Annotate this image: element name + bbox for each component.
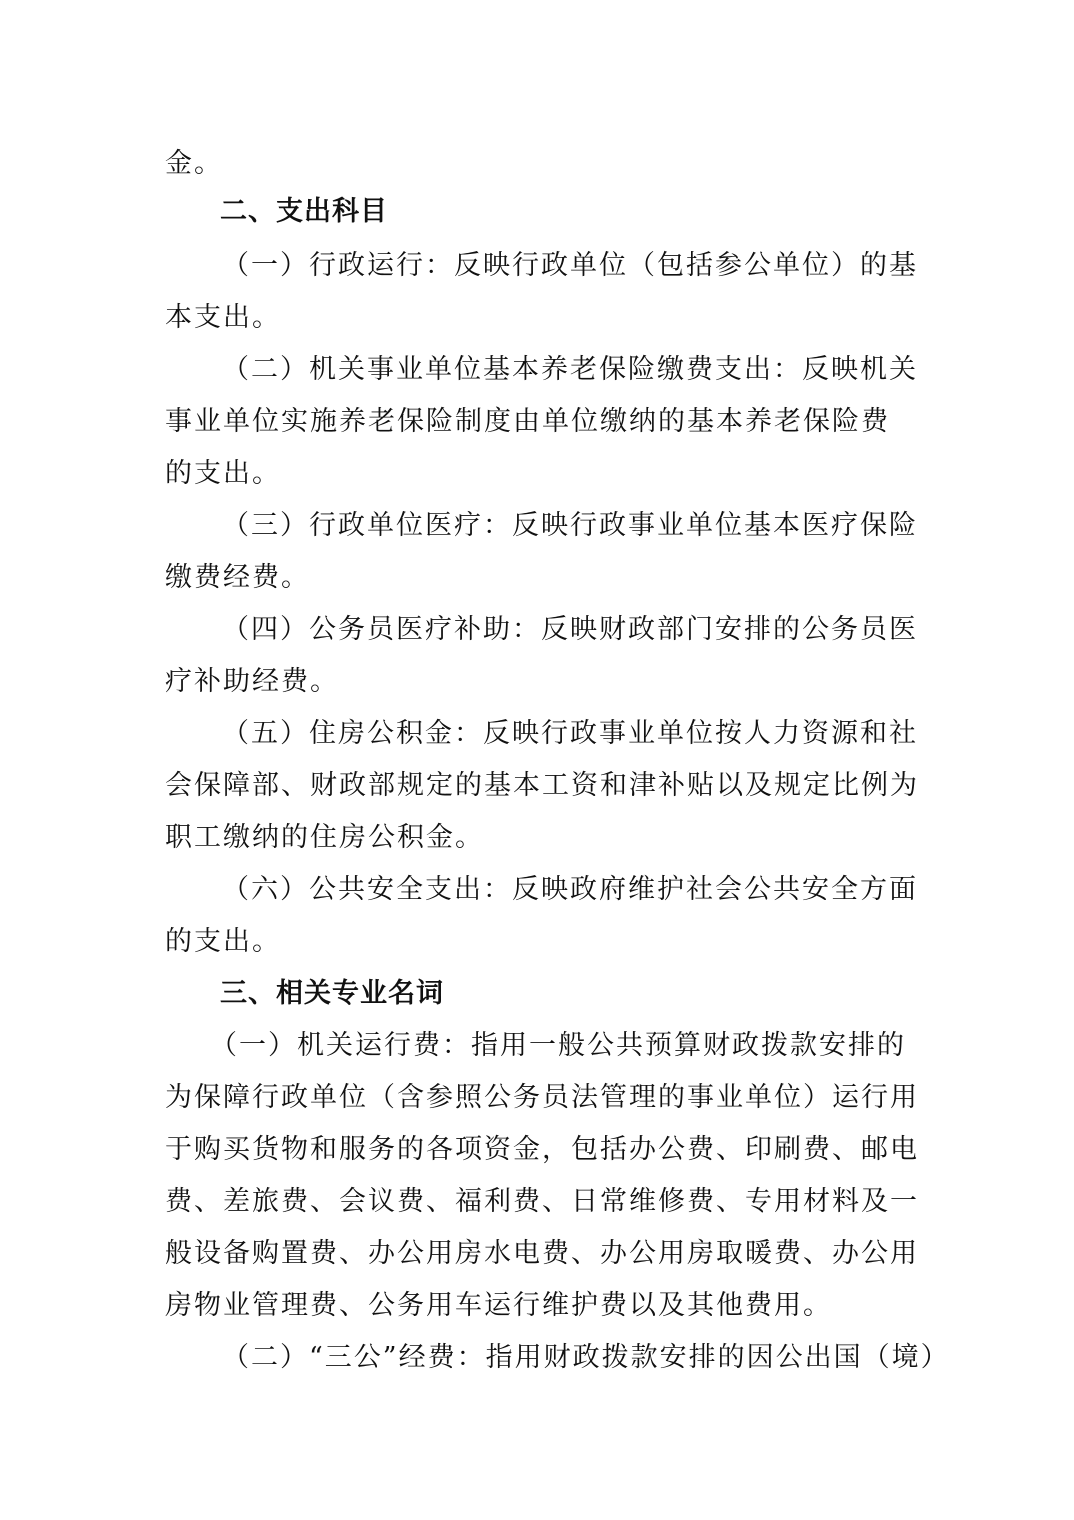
paragraph-7-line-1: （一）机关运行费：指用一般公共预算财政拨款安排的	[210, 1030, 906, 1061]
paragraph-7-line-5: 般设备购置费、办公用房水电费、办公用房取暖费、办公用	[165, 1238, 919, 1269]
paragraph-7-line-6: 房物业管理费、公务用车运行维护费以及其他费用。	[165, 1290, 832, 1321]
section-heading-expenditure-items: 二、支出科目	[220, 196, 388, 227]
paragraph-5-line-3: 职工缴纳的住房公积金。	[165, 822, 484, 853]
paragraph-2-line-1: （二）机关事业单位基本养老保险缴费支出：反映机关	[222, 354, 918, 385]
paragraph-4-line-1: （四）公务员医疗补助：反映财政部门安排的公务员医	[222, 614, 918, 645]
paragraph-6-line-2: 的支出。	[165, 926, 281, 957]
paragraph-8-line-1: （二）“三公”经费：指用财政拨款安排的因公出国（境）	[222, 1342, 950, 1373]
section-heading-related-terms: 三、相关专业名词	[220, 978, 444, 1009]
paragraph-7-line-3: 于购买货物和服务的各项资金，包括办公费、印刷费、邮电	[165, 1134, 919, 1165]
paragraph-2-line-2: 事业单位实施养老保险制度由单位缴纳的基本养老保险费	[165, 406, 890, 437]
paragraph-7-line-4: 费、差旅费、会议费、福利费、日常维修费、专用材料及一	[165, 1186, 919, 1217]
paragraph-6-line-1: （六）公共安全支出：反映政府维护社会公共安全方面	[222, 874, 918, 905]
paragraph-5-line-2: 会保障部、财政部规定的基本工资和津补贴以及规定比例为	[165, 770, 919, 801]
paragraph-1-line-1: （一）行政运行：反映行政单位（包括参公单位）的基	[222, 250, 918, 281]
paragraph-2-line-3: 的支出。	[165, 458, 281, 489]
paragraph-1-line-2: 本支出。	[165, 302, 281, 333]
paragraph-3-line-2: 缴费经费。	[165, 562, 310, 593]
paragraph-7-line-2: 为保障行政单位（含参照公务员法管理的事业单位）运行用	[165, 1082, 919, 1113]
paragraph-5-line-1: （五）住房公积金：反映行政事业单位按人力资源和社	[222, 718, 918, 749]
paragraph-3-line-1: （三）行政单位医疗：反映行政事业单位基本医疗保险	[222, 510, 918, 541]
paragraph-4-line-2: 疗补助经费。	[165, 666, 339, 697]
text-line-continuation: 金。	[165, 148, 223, 179]
